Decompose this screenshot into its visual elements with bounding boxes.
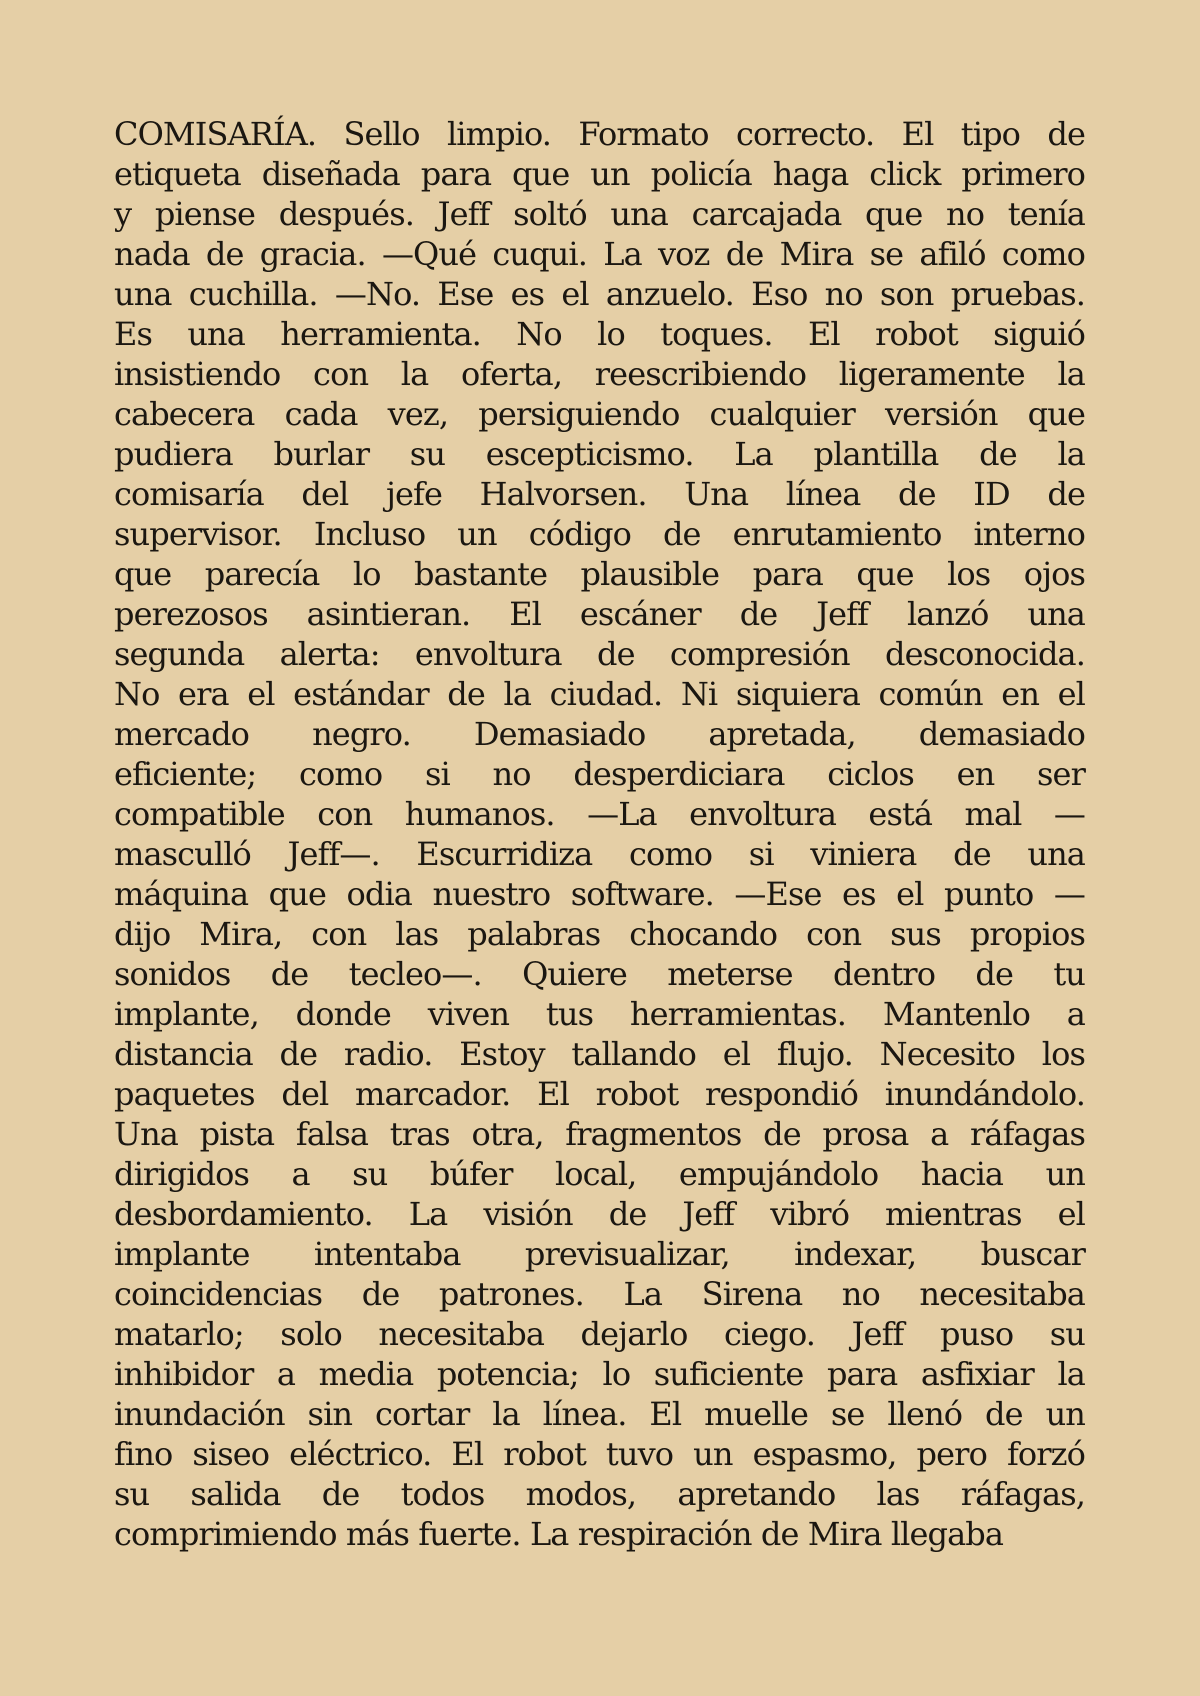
body-text xyxy=(114,114,1085,1554)
text-line: que parecía lo bastante plausible para que los ojos xyxy=(114,555,1085,593)
text-line: fino siseo eléctrico. El robot tuvo un espasmo, pero forzó xyxy=(114,1435,1085,1473)
text-line: distancia de radio. Estoy tallando el flujo. Necesito los xyxy=(114,1035,1085,1073)
text-line: supervisor. Incluso un código de enrutamiento interno xyxy=(114,515,1085,553)
text-line: etiqueta diseñada para que un policía haga click primero xyxy=(114,155,1085,193)
text-line: implante, donde viven tus herramientas. Mantenlo a xyxy=(114,995,1085,1033)
text-line: dijo Mira, con las palabras chocando con sus propios xyxy=(114,915,1085,953)
text-line: nada de gracia. —Qué cuqui. La voz de Mira se afiló como xyxy=(114,235,1085,273)
text-line: su salida de todos modos, apretando las ráfagas, xyxy=(114,1475,1085,1513)
text-line: segunda alerta: envoltura de compresión desconocida. xyxy=(114,635,1085,673)
text-line: perezosos asintieran. El escáner de Jeff lanzó una xyxy=(114,595,1085,633)
text-line: matarlo; solo necesitaba dejarlo ciego. Jeff puso su xyxy=(114,1315,1085,1353)
text-line: sonidos de tecleo—. Quiere meterse dentro de tu xyxy=(114,955,1085,993)
text-line: una cuchilla. —No. Ese es el anzuelo. Eso no son pruebas. xyxy=(114,275,1085,313)
text-line: No era el estándar de la ciudad. Ni siquiera común en el xyxy=(114,675,1085,713)
text-line: COMISARÍA. Sello limpio. Formato correcto. El tipo de xyxy=(114,115,1085,153)
text-line: eficiente; como si no desperdiciara ciclos en ser xyxy=(114,755,1085,793)
text-line: inundación sin cortar la línea. El muelle se llenó de un xyxy=(114,1395,1085,1433)
text-line: comisaría del jefe Halvorsen. Una línea de ID de xyxy=(114,475,1085,513)
text-line: paquetes del marcador. El robot respondió inundándolo. xyxy=(114,1075,1085,1113)
text-line: implante intentaba previsualizar, indexar, buscar xyxy=(114,1235,1085,1273)
text-line: compatible con humanos. —La envoltura está mal — xyxy=(114,795,1085,833)
text-line: cabecera cada vez, persiguiendo cualquier versión que xyxy=(114,395,1085,433)
text-line: masculló Jeff—. Escurridiza como si viniera de una xyxy=(114,835,1085,873)
text-line: insistiendo con la oferta, reescribiendo ligeramente la xyxy=(114,355,1085,393)
text-line: Una pista falsa tras otra, fragmentos de prosa a ráfagas xyxy=(114,1115,1085,1153)
text-line: comprimiendo más fuerte. La respiración de Mira llegaba xyxy=(114,1515,1004,1553)
text-line: inhibidor a media potencia; lo suficiente para asfixiar la xyxy=(114,1355,1085,1393)
text-line: máquina que odia nuestro software. —Ese es el punto — xyxy=(114,875,1085,913)
text-line: dirigidos a su búfer local, empujándolo hacia un xyxy=(114,1155,1085,1193)
text-line: desbordamiento. La visión de Jeff vibró mientras el xyxy=(114,1195,1085,1233)
text-line: coincidencias de patrones. La Sirena no necesitaba xyxy=(114,1275,1085,1313)
text-line: Es una herramienta. No lo toques. El robot siguió xyxy=(114,315,1085,353)
text-line: y piense después. Jeff soltó una carcajada que no tenía xyxy=(114,195,1085,233)
text-line: pudiera burlar su escepticismo. La plantilla de la xyxy=(114,435,1085,473)
text-line: mercado negro. Demasiado apretada, demasiado xyxy=(114,715,1085,753)
